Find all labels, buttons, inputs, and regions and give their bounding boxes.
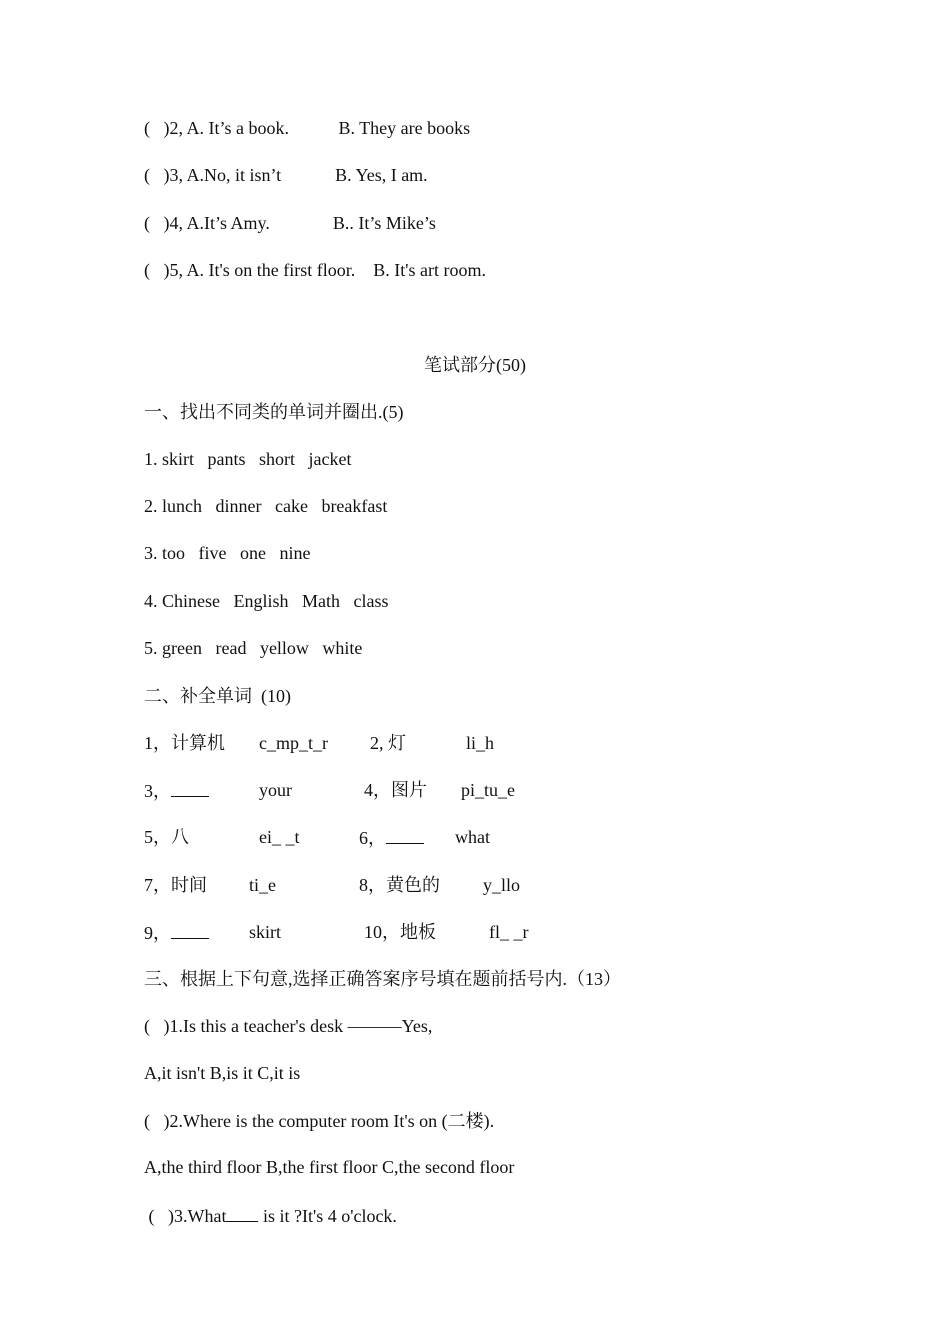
section3-question-2: ( )2.Where is the computer room It's on (二楼). (144, 1111, 495, 1131)
answer-blank (171, 921, 209, 939)
word-blank: your (259, 780, 292, 800)
word-number-label: 1，计算机 (144, 733, 225, 753)
word-number-label: 3， (144, 779, 209, 802)
listening-question-2: ( )2, A. It’s a book. B. They are books (144, 118, 471, 138)
section3-question-2-options: A,the third floor B,the first floor C,the second floor (144, 1157, 515, 1177)
section3-question-1: ( )1.Is this a teacher's desk ———Yes, (144, 1016, 433, 1036)
word-number-label: 2, 灯 (370, 733, 406, 753)
section2-heading: 二、补全单词 (10) (144, 686, 291, 706)
word-number-label: 9， (144, 921, 209, 944)
section1-item: 5. green read yellow white (144, 638, 363, 658)
section1-heading: 一、找出不同类的单词并圈出.(5) (144, 402, 404, 422)
word-blank: ei_ _t (259, 827, 300, 847)
section2-row (144, 874, 844, 896)
section1-item: 2. lunch dinner cake breakfast (144, 496, 388, 516)
answer-blank (386, 826, 424, 844)
word-number-label: 10，地板 (364, 922, 436, 942)
section2-row (144, 732, 844, 754)
section3-question-3: ( )3.What is it ?It's 4 o'clock. (144, 1206, 397, 1226)
listening-question-5: ( )5, A. It's on the first floor. B. It's art room. (144, 260, 486, 280)
word-blank: skirt (249, 922, 282, 942)
section1-item: 1. skirt pants short jacket (144, 449, 352, 469)
answer-blank (171, 779, 209, 797)
section1-item: 3. too five one nine (144, 543, 311, 563)
word-number-label: 7，时间 (144, 875, 207, 895)
listening-question-3: ( )3, A.No, it isn’t B. Yes, I am. (144, 165, 428, 185)
word-blank: what (455, 827, 490, 847)
word-blank: y_llo (483, 875, 521, 895)
word-number-label: 4，图片 (364, 780, 427, 800)
word-number-label: 5，八 (144, 827, 189, 847)
written-section-title: 笔试部分(50) (424, 355, 526, 375)
word-blank: fl_ _r (489, 922, 529, 942)
section2-row (144, 826, 844, 848)
word-number-label: 8，黄色的 (359, 875, 440, 895)
word-blank: ti_e (249, 875, 276, 895)
section3-heading: 三、根据上下句意,选择正确答案序号填在题前括号内.（13） (144, 969, 621, 989)
listening-question-4: ( )4, A.It’s Amy. B.. It’s Mike’s (144, 213, 436, 233)
word-blank: pi_tu_e (461, 780, 515, 800)
word-number-label: 6， (359, 826, 424, 849)
word-blank: li_h (466, 733, 495, 753)
section2-row (144, 921, 844, 943)
answer-blank (226, 1204, 258, 1222)
section2-row (144, 779, 844, 801)
section3-question-1-options: A,it isn't B,is it C,it is (144, 1063, 301, 1083)
word-blank: c_mp_t_r (259, 733, 328, 753)
section1-item: 4. Chinese English Math class (144, 591, 389, 611)
